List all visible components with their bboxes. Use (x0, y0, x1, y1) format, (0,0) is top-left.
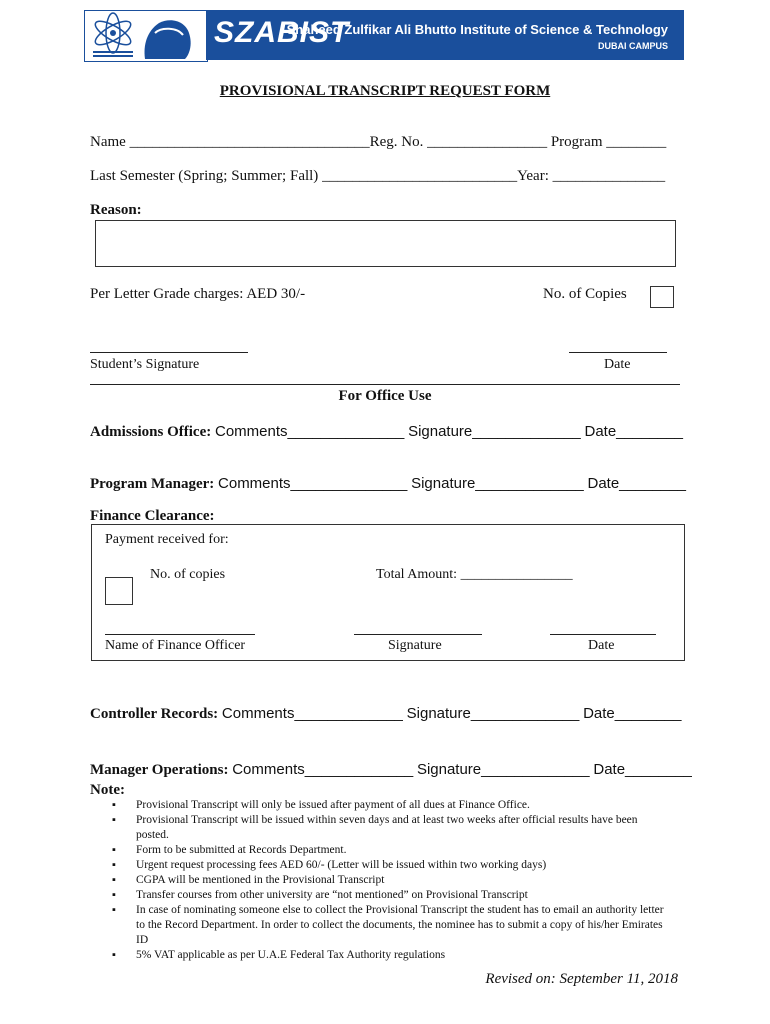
manager-operations-row (90, 761, 692, 779)
szabist-logo-emblem (84, 10, 208, 62)
controller-records-label: Controller Records: (90, 706, 219, 722)
brand-logo-text: SZABIST (214, 16, 350, 49)
atom-logo-icon (85, 11, 207, 61)
year-field[interactable]: _______________ (552, 168, 666, 184)
office-use-heading: For Office Use (338, 388, 432, 404)
student-signature-line[interactable] (90, 352, 248, 353)
student-signature-label: Student’s Signature (90, 357, 200, 372)
program-field[interactable]: ________ (606, 134, 667, 150)
note-item: ▪ Provisional Transcript will be issued within seven days and at least two weeks after official results have been posted. (112, 813, 672, 843)
manager-operations-label: Manager Operations: (90, 762, 229, 778)
revised-date: Revised on: September 11, 2018 (485, 971, 678, 987)
copies-checkbox[interactable] (650, 286, 674, 308)
note-item: ▪ CGPA will be mentioned in the Provisional Transcript (112, 873, 672, 888)
manager-ops-date-field[interactable]: Date________ (593, 761, 692, 778)
manager-ops-comments-field[interactable]: Comments_____________ (232, 761, 414, 778)
admissions-signature-field[interactable]: Signature_____________ (408, 423, 581, 440)
last-semester-field[interactable]: __________________________ (322, 168, 518, 184)
note-item: ▪ Transfer courses from other university are “not mentioned” on Provisional Transcript (112, 888, 672, 903)
finance-copies-checkbox[interactable] (105, 577, 133, 605)
program-manager-label: Program Manager: (90, 476, 215, 492)
name-field[interactable]: ________________________________ (129, 134, 370, 150)
student-date-label: Date (604, 357, 631, 372)
program-manager-signature-field[interactable]: Signature_____________ (411, 475, 584, 492)
finance-signature-label: Signature (388, 638, 442, 653)
controller-date-field[interactable]: Date________ (583, 705, 682, 722)
form-title: PROVISIONAL TRANSCRIPT REQUEST FORM (219, 83, 551, 99)
controller-signature-field[interactable]: Signature_____________ (406, 705, 580, 722)
finance-copies-label: No. of copies (150, 567, 226, 582)
name-row (90, 134, 666, 151)
campus-name: DUBAI CAMPUS (597, 41, 668, 51)
program-label: Program (550, 134, 603, 150)
finance-date-line[interactable] (550, 634, 656, 635)
finance-signature-line[interactable] (354, 634, 482, 635)
program-manager-row (90, 475, 686, 493)
reason-label: Reason: (90, 202, 142, 218)
total-amount-field[interactable]: ________________ (460, 567, 573, 582)
admissions-comments-field[interactable]: Comments______________ (215, 423, 405, 440)
note-item: ▪ Form to be submitted at Records Department. (112, 843, 672, 858)
notes-list (112, 798, 672, 963)
program-manager-comments-field[interactable]: Comments______________ (218, 475, 408, 492)
finance-officer-label: Name of Finance Officer (105, 638, 246, 653)
finance-date-label: Date (588, 638, 615, 653)
finance-officer-line[interactable] (105, 634, 255, 635)
reason-textbox[interactable] (95, 220, 676, 267)
admissions-label: Admissions Office: (90, 424, 212, 440)
total-amount-row (376, 567, 573, 583)
student-date-line[interactable] (569, 352, 667, 353)
controller-records-row (90, 705, 682, 723)
admissions-row (90, 423, 683, 441)
name-label: Name (90, 134, 126, 150)
institute-name: Shaheed Zulfikar Ali Bhutto Institute of Science & Technology (286, 22, 668, 37)
charges-label: Per Letter Grade charges: AED 30/- (90, 286, 306, 302)
section-divider (90, 384, 680, 385)
notes-label: Note: (90, 782, 125, 798)
note-item: ▪ Provisional Transcript will only be issued after payment of all dues at Finance Office. (112, 798, 672, 813)
finance-clearance-label: Finance Clearance: (90, 508, 215, 524)
manager-ops-signature-field[interactable]: Signature_____________ (416, 761, 590, 778)
year-label: Year: (517, 168, 549, 184)
total-amount-label: Total Amount: (376, 567, 458, 582)
reg-no-field[interactable]: ________________ (427, 134, 548, 150)
admissions-date-field[interactable]: Date________ (584, 423, 683, 440)
program-manager-date-field[interactable]: Date________ (587, 475, 686, 492)
copies-label: No. of Copies (543, 286, 627, 302)
note-item: ▪ 5% VAT applicable as per U.A.E Federal Tax Authority regulations (112, 948, 672, 963)
reg-no-label: Reg. No. (369, 134, 424, 150)
controller-comments-field[interactable]: Comments_____________ (221, 705, 403, 722)
payment-received-label: Payment received for: (105, 532, 229, 547)
note-item: ▪ In case of nominating someone else to collect the Provisional Transcript the student has to email an authority letter to the Record Department. In order to collect the documents, the nominee has to submit a copy of his/her Emirates ID (112, 903, 672, 948)
last-semester-label: Last Semester (Spring; Summer; Fall) (90, 168, 319, 184)
semester-row (90, 168, 665, 185)
note-item: ▪ Urgent request processing fees AED 60/- (Letter will be issued within two working days) (112, 858, 672, 873)
header-banner (206, 10, 684, 60)
